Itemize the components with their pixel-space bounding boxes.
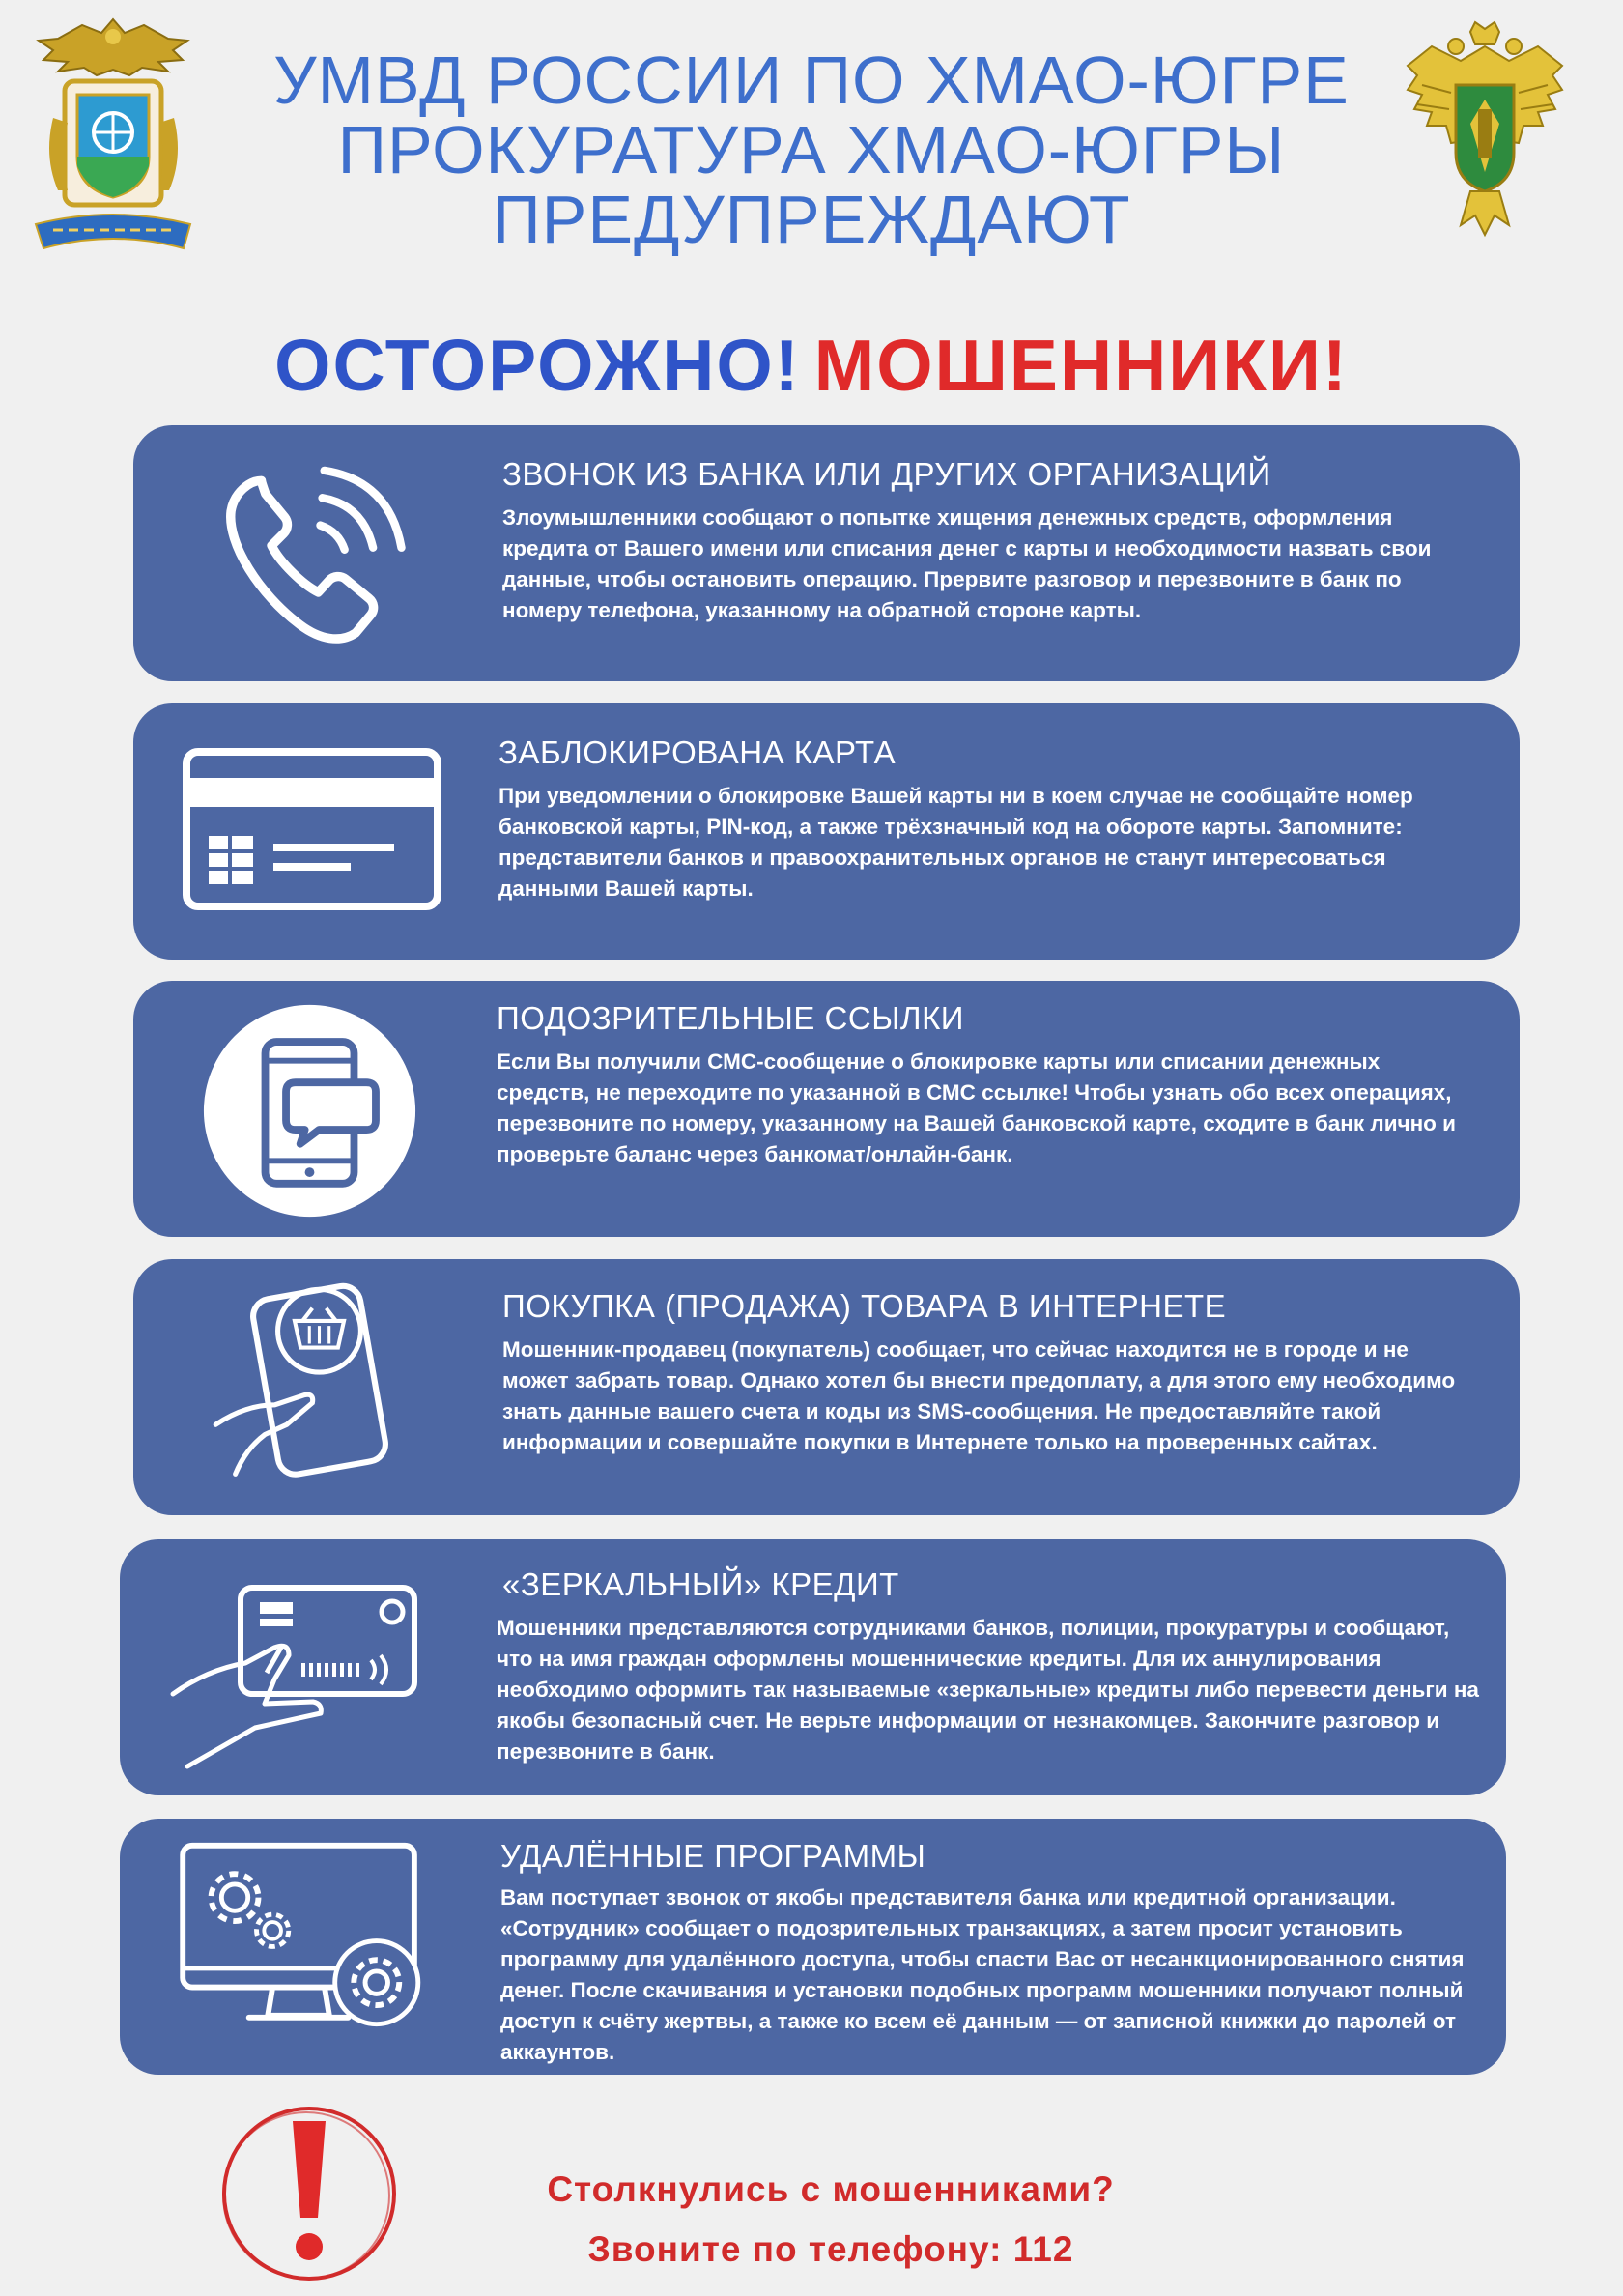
card-suspicious-links bbox=[133, 981, 1520, 1237]
card-text: При уведомлении о блокировке Вашей карты ни в коем случае не сообщайте номер банковской карты, PIN-код, а также трёхзначный код на обороте карты. Запомните: представители банков и правоохранительных органов не станут интересоваться данными Вашей карты. bbox=[498, 784, 1413, 901]
card-text: Мошенники представляются сотрудниками банков, полиции, прокуратуры и сообщают, что на имя граждан оформлены мошеннические кредиты. Для их аннулирования необходимо оформить так называемые «зеркальные» кредиты либо перевести деньги на якобы безопасный счет. Не верьте информации от незнакомцев. Закончите разговор и перезвоните в банк. bbox=[497, 1616, 1479, 1764]
warning-part-careful: ОСТОРОЖНО! bbox=[274, 325, 801, 406]
title-line: ПРЕДУПРЕЖДАЮТ bbox=[492, 182, 1131, 257]
prosecutor-emblem-icon bbox=[1403, 17, 1567, 240]
card-title: ЗАБЛОКИРОВАНА КАРТА bbox=[498, 734, 897, 770]
exclamation-icon bbox=[217, 2102, 401, 2285]
footer-phone: Звоните по телефону: 112 bbox=[587, 2229, 1074, 2269]
card-title: ЗВОНОК ИЗ БАНКА ИЛИ ДРУГИХ ОРГАНИЗАЦИЙ bbox=[502, 456, 1271, 492]
page-title bbox=[203, 43, 1420, 257]
card-card-blocked bbox=[133, 703, 1520, 960]
phone-call-icon bbox=[209, 452, 412, 655]
online-shopping-icon bbox=[206, 1277, 433, 1504]
title-line: ПРОКУРАТУРА ХМАО-ЮГРЫ bbox=[337, 112, 1286, 187]
monitor-gears-icon bbox=[173, 1836, 429, 2053]
card-in-hand-icon bbox=[168, 1559, 429, 1781]
card-title: ПОКУПКА (ПРОДАЖА) ТОВАРА В ИНТЕРНЕТЕ bbox=[502, 1288, 1227, 1324]
footer-contact bbox=[454, 2160, 1208, 2280]
police-emblem-icon bbox=[24, 12, 203, 263]
warning-heading bbox=[0, 324, 1623, 407]
card-title: ПОДОЗРИТЕЛЬНЫЕ ССЫЛКИ bbox=[497, 1000, 965, 1036]
card-title: УДАЛЁННЫЕ ПРОГРАММЫ bbox=[500, 1838, 926, 1874]
card-text: Если Вы получили СМС-сообщение о блокировке карты или списании денежных средств, не переходите по указанной в СМС ссылке! Чтобы узнать обо всех операциях, перезвоните по номеру, указанному на Вашей банковской карте, сходите в банк лично и проверьте баланс через банкомат/онлайн-банк. bbox=[497, 1049, 1457, 1166]
card-mirror-credit bbox=[120, 1539, 1506, 1795]
card-bank-call bbox=[133, 425, 1520, 681]
footer-question: Столкнулись с мошенниками? bbox=[547, 2169, 1115, 2209]
title-line: УМВД РОССИИ ПО ХМАО-ЮГРЕ bbox=[273, 43, 1350, 118]
card-text: Вам поступает звонок от якобы представителя банка или кредитной организации. «Сотрудник» сообщает о подозрительных транзакциях, а затем просит установить программу для удалённого доступа, чтобы спасти Вас от несанкционированного снятия денег. После скачивания и установки подобных программ мошенники получают полный доступ к счёту жертвы, а также ко всем её данным — от записной книжки до паролей от аккаунтов. bbox=[500, 1885, 1465, 2064]
phone-message-icon bbox=[201, 1002, 418, 1220]
card-title: «ЗЕРКАЛЬНЫЙ» КРЕДИТ bbox=[502, 1566, 899, 1602]
card-text: Мошенник-продавец (покупатель) сообщает, что сейчас находится не в городе и не может забрать товар. Однако хотел бы внести предоплату, а для этого ему необходимо знать данные вашего счета и коды из SMS-сообщения. Не предоставляйте такой информации и совершайте покупки в Интернете только на проверенных сайтах. bbox=[502, 1337, 1456, 1454]
warning-part-fraudsters: МОШЕННИКИ! bbox=[813, 325, 1349, 406]
header bbox=[0, 0, 1623, 290]
card-text: Злоумышленники сообщают о попытке хищения денежных средств, оформления кредита от Вашего имени или списания денег с карты и необходимости назвать свои данные, чтобы остановить операцию. Прервите разговор и перезвоните в банк по номеру телефона, указанному на обратной стороне карты. bbox=[502, 505, 1432, 622]
card-online-purchase bbox=[133, 1259, 1520, 1515]
bank-card-icon bbox=[182, 747, 442, 911]
card-remote-programs bbox=[120, 1819, 1506, 2075]
